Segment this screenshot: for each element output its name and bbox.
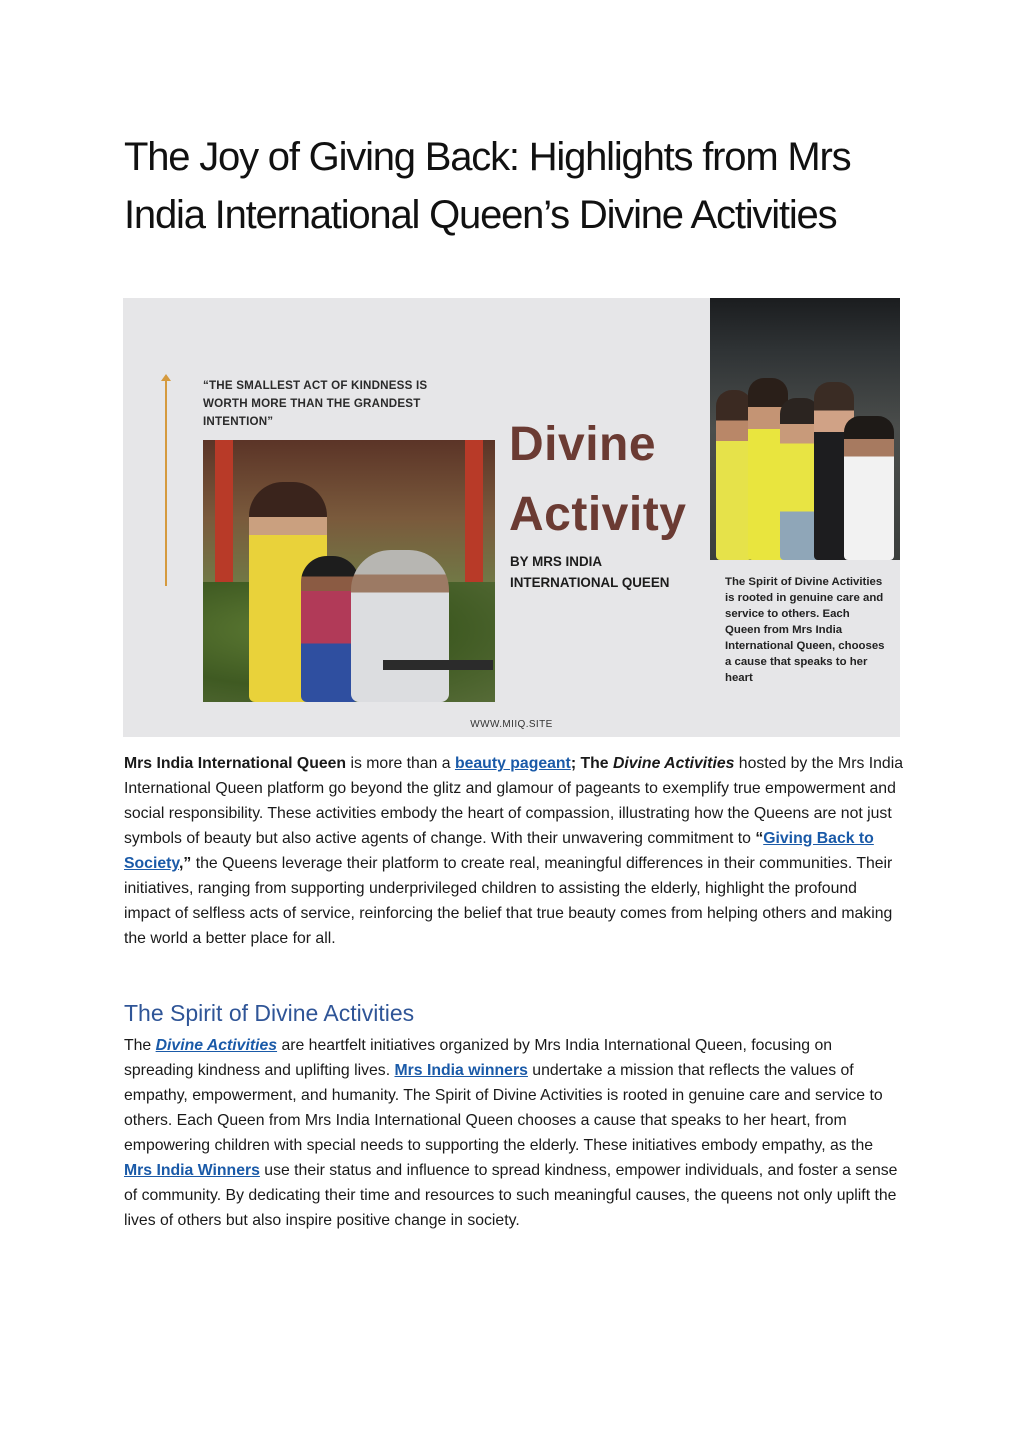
text-run: undertake a mission that reflects the values of empathy, empowerment, and humanity. The Spirit of Divine Activities is rooted in genuine care and service to others. Each Queen from Mrs India International Queen chooses a cause that speaks to her heart, from empowering children with special needs to supporting the elderly. These initiatives embody empathy, as the (124, 1062, 883, 1154)
website-label: WWW.MIIQ.SITE (470, 719, 553, 730)
divine-activities-link[interactable]: Divine Activities (155, 1037, 278, 1054)
participant-figure (716, 390, 752, 560)
banner-byline (510, 551, 669, 593)
text-run: The (124, 1037, 156, 1054)
group-photo (710, 298, 900, 560)
text-run: hosted by the Mrs India International Queen platform go beyond the glitz and glamour of pageants to exemplify true empowerment and social responsibility. These activities embody the heart of compassion, illustrating how the Queens are not just symbols of beauty but also active agents of change. With their unwavering commitment to (124, 755, 903, 847)
page-title: The Joy of Giving Back: Highlights from Mrs India International Queen’s Divine Activities (124, 135, 851, 237)
mrs-india-winners-link[interactable]: Mrs India winners (394, 1062, 528, 1079)
text-run: ; The (570, 755, 613, 772)
text-run: are heartfelt initiatives organized by Mrs India International Queen, focusing on spreading kindness and uplifting lives. (124, 1037, 833, 1079)
text-run: the Queens leverage their platform to create real, meaningful differences in their communities. Their initiatives, ranging from supporting underprivileged children to assisting the elderly, highlight the profound impact of selfless acts of service, reinforcing the belief that true beauty comes from helping others and making the world a better place for all. (124, 855, 893, 947)
wheelchair (383, 660, 493, 670)
text-run: “ (755, 830, 764, 847)
banner-heading-line2: Activity (509, 488, 687, 541)
section-paragraph (124, 1033, 904, 1233)
elderly-woman-figure (351, 550, 449, 702)
giving-back-link[interactable]: Giving Back to Society (124, 830, 874, 872)
banner-byline-line2: INTERNATIONAL QUEEN (510, 575, 670, 590)
banner-quote: “THE SMALLEST ACT OF KINDNESS IS WORTH MORE THAN THE GRANDEST INTENTION” (203, 379, 428, 428)
intro-paragraph (124, 751, 904, 951)
mrs-india-winners-link-2[interactable]: Mrs India Winners (124, 1162, 260, 1179)
banner-heading (509, 416, 686, 544)
text-run: ,” (179, 855, 192, 872)
banner-byline-line1: BY MRS INDIA (510, 554, 603, 569)
intro-bold-lead: Mrs India International Queen (124, 755, 347, 772)
section-heading: The Spirit of Divine Activities (124, 1000, 415, 1026)
quote-accent-line (165, 376, 167, 586)
text-run: use their status and influence to spread kindness, empower individuals, and foster a sense of community. By dedicating their time and resources to such meaningful causes, the queens not only uplift the lives of others but also inspire positive change in society. (124, 1162, 898, 1229)
queen-with-elderly-photo (203, 440, 495, 702)
text-run: is more than a (346, 755, 455, 772)
participant-figure (844, 416, 894, 560)
banner-image (123, 298, 900, 737)
divine-activities-emphasis: Divine Activities (612, 755, 735, 772)
banner-caption: The Spirit of Divine Activities is rooted in genuine care and service to others. Each Queen from Mrs India International Queen, chooses a cause that speaks to her heart (725, 576, 885, 684)
banner-heading-line1: Divine (509, 418, 657, 471)
beauty-pageant-link[interactable]: beauty pageant (454, 755, 571, 772)
